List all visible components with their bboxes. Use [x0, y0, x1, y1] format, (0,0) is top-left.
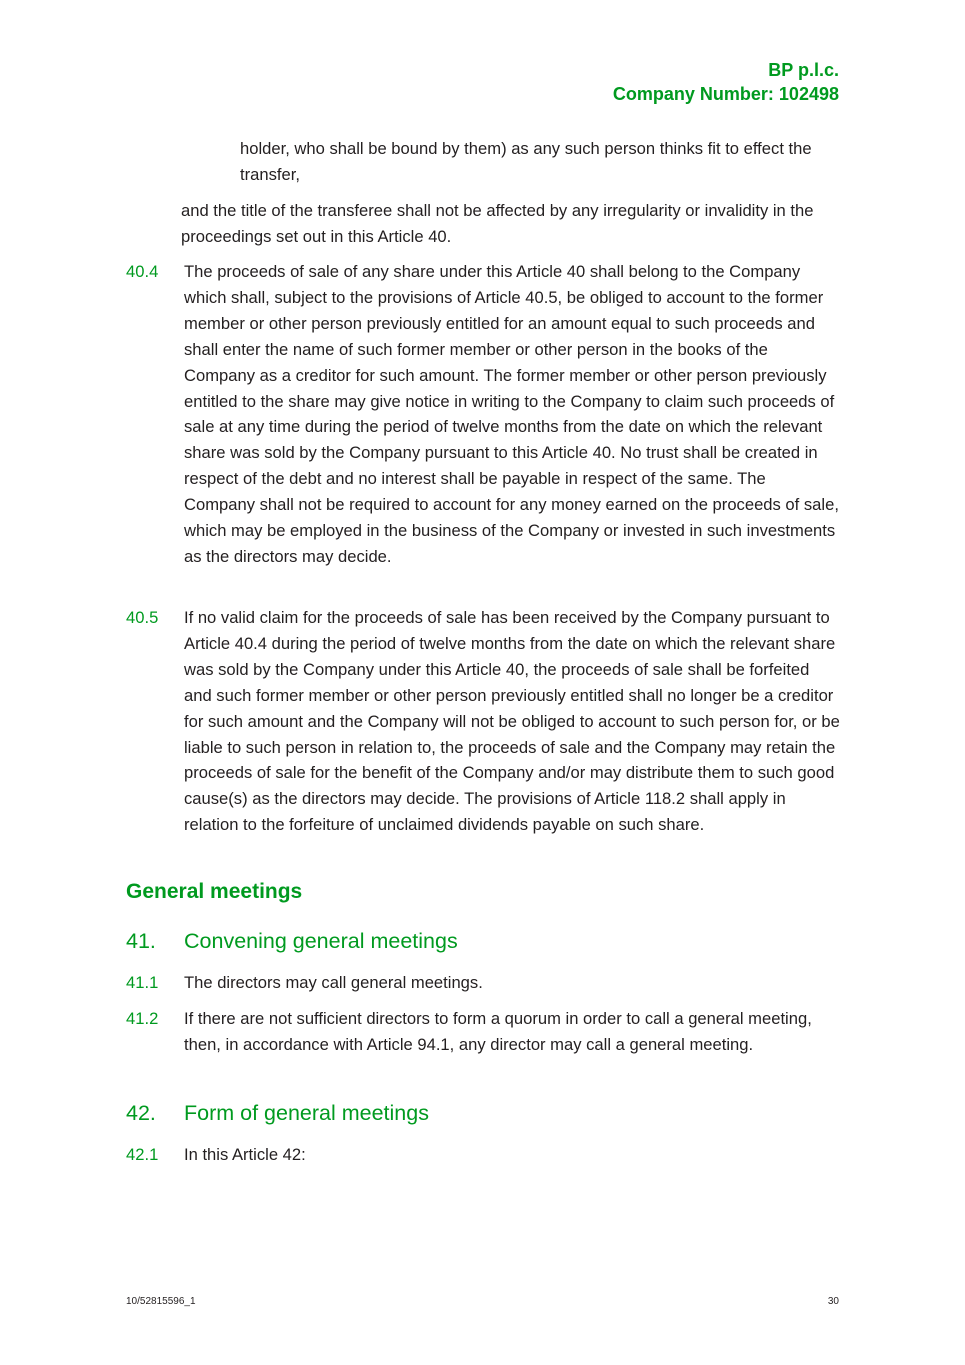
clause-number: 40.5	[126, 608, 159, 627]
company-name: BP p.l.c.	[768, 60, 839, 80]
article-title: Convening general meetings	[184, 929, 458, 953]
clause-41-1	[126, 970, 840, 996]
clause-40-5	[126, 605, 840, 838]
article-number: 42.	[126, 1101, 156, 1125]
footer-page-number: 30	[827, 1296, 839, 1307]
clause-number: 40.4	[126, 262, 159, 281]
clause-42-1	[126, 1142, 840, 1168]
section-heading-general-meetings: General meetings	[126, 880, 303, 903]
clause-number: 41.1	[126, 973, 159, 992]
company-number: Company Number: 102498	[612, 84, 839, 104]
clause-40-4	[126, 259, 840, 570]
article-number: 41.	[126, 929, 156, 953]
page-header	[613, 58, 839, 106]
clause-text: If no valid claim for the proceeds of sale has been received by the Company pursuant to Article 40.4 during the period of twelve months from the date on which the relevant share was sold by the Company under this Article 40, the proceeds of sale shall be forfeited and such former member or other person previously entitled shall no longer be a creditor for such amount and the Company will not be obliged to account to such person for, or be liable to such person in relation to, the proceeds of sale and the Company may retain the proceeds of sale for the benefit of the Company and/or may distribute them to such good cause(s) as the directors may decide. The provisions of Article 118.2 shall apply in relation to the forfeiture of unclaimed dividends payable on such share.	[184, 608, 840, 835]
continuation-tail-text: and the title of the transferee shall not be affected by any irregularity or invalidity in the proceedings set out in this Article 40.	[181, 201, 814, 246]
clause-number: 41.2	[126, 1009, 159, 1028]
article-title: Form of general meetings	[184, 1101, 429, 1125]
clause-number: 42.1	[126, 1145, 159, 1164]
clause-text: In this Article 42:	[184, 1145, 306, 1164]
clause-text: If there are not sufficient directors to form a quorum in order to call a general meeting, then, in accordance with Article 94.1, any director may call a general meeting.	[184, 1009, 812, 1054]
clause-41-2	[126, 1006, 840, 1058]
footer-document-reference: 10/52815596_1	[126, 1296, 196, 1307]
continuation-subclause-text: holder, who shall be bound by them) as any such person thinks fit to effect the transfer,	[240, 139, 812, 184]
clause-text: The proceeds of sale of any share under this Article 40 shall belong to the Company which shall, subject to the provisions of Article 40.5, be obliged to account to the former member or other person previously entitled for an amount equal to such proceeds and shall enter the name of such former member or other person in the books of the Company as a creditor for such amount. The former member or other person previously entitled to the share may give notice in writing to the Company to claim such proceeds of sale at any time during the period of twelve months from the date on which the relevant share was sold by the Company pursuant to this Article 40. No trust shall be created in respect of the debt and no interest shall be payable in respect of the same. The Company shall not be required to account for any money earned on the proceeds of sale, which may be employed in the business of the Company or invested in such investments as the directors may decide.	[184, 262, 839, 566]
clause-text: The directors may call general meetings.	[184, 973, 483, 992]
